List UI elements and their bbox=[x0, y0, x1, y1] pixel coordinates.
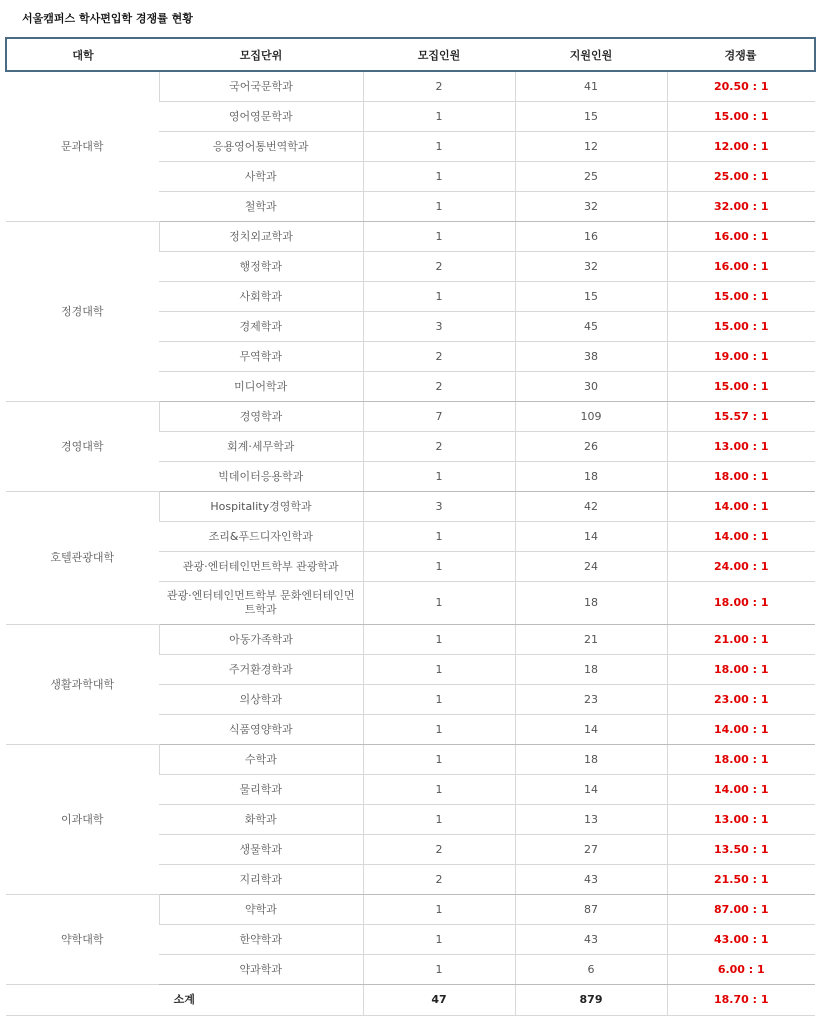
quota-value: 1 bbox=[363, 625, 515, 655]
rate-value: 13.00 : 1 bbox=[667, 432, 815, 462]
unit-name: 물리학과 bbox=[159, 775, 363, 805]
rate-value: 14.00 : 1 bbox=[667, 492, 815, 522]
quota-value: 7 bbox=[363, 402, 515, 432]
college-name: 생활과학대학 bbox=[6, 625, 159, 745]
applicants-value: 30 bbox=[515, 372, 667, 402]
applicants-value: 27 bbox=[515, 835, 667, 865]
applicants-value: 18 bbox=[515, 655, 667, 685]
rate-value: 15.57 : 1 bbox=[667, 402, 815, 432]
rate-value: 87.00 : 1 bbox=[667, 895, 815, 925]
applicants-value: 14 bbox=[515, 715, 667, 745]
applicants-value: 32 bbox=[515, 252, 667, 282]
total-quota: 47 bbox=[363, 985, 515, 1016]
unit-name: 사회학과 bbox=[159, 282, 363, 312]
quota-value: 2 bbox=[363, 432, 515, 462]
rate-value: 21.00 : 1 bbox=[667, 625, 815, 655]
applicants-value: 24 bbox=[515, 552, 667, 582]
rate-value: 15.00 : 1 bbox=[667, 282, 815, 312]
unit-name: 수학과 bbox=[159, 745, 363, 775]
applicants-value: 26 bbox=[515, 432, 667, 462]
applicants-value: 43 bbox=[515, 925, 667, 955]
unit-name: 주거환경학과 bbox=[159, 655, 363, 685]
quota-value: 1 bbox=[363, 192, 515, 222]
quota-value: 2 bbox=[363, 71, 515, 102]
applicants-value: 109 bbox=[515, 402, 667, 432]
quota-value: 2 bbox=[363, 865, 515, 895]
rate-value: 14.00 : 1 bbox=[667, 522, 815, 552]
quota-value: 1 bbox=[363, 685, 515, 715]
unit-name: 관광·엔터테인먼트학부 관광학과 bbox=[159, 552, 363, 582]
rate-value: 16.00 : 1 bbox=[667, 222, 815, 252]
college-name: 호텔관광대학 bbox=[6, 492, 159, 625]
table-row bbox=[6, 71, 815, 102]
applicants-value: 25 bbox=[515, 162, 667, 192]
unit-name: 행정학과 bbox=[159, 252, 363, 282]
applicants-value: 45 bbox=[515, 312, 667, 342]
quota-value: 1 bbox=[363, 805, 515, 835]
applicants-value: 18 bbox=[515, 462, 667, 492]
table-row bbox=[6, 222, 815, 252]
rate-value: 20.50 : 1 bbox=[667, 71, 815, 102]
unit-name: 식품영양학과 bbox=[159, 715, 363, 745]
rate-value: 6.00 : 1 bbox=[667, 955, 815, 985]
unit-name: 약학과 bbox=[159, 895, 363, 925]
rate-value: 24.00 : 1 bbox=[667, 552, 815, 582]
unit-name: 응용영어통번역학과 bbox=[159, 132, 363, 162]
quota-value: 1 bbox=[363, 462, 515, 492]
unit-name: 관광·엔터테인먼트학부 문화엔터테인먼트학과 bbox=[159, 582, 363, 625]
unit-name: 경영학과 bbox=[159, 402, 363, 432]
applicants-value: 18 bbox=[515, 582, 667, 625]
quota-value: 1 bbox=[363, 222, 515, 252]
header-quota: 모집인원 bbox=[363, 38, 515, 71]
applicants-value: 43 bbox=[515, 865, 667, 895]
quota-value: 3 bbox=[363, 312, 515, 342]
applicants-value: 32 bbox=[515, 192, 667, 222]
applicants-value: 23 bbox=[515, 685, 667, 715]
rate-value: 43.00 : 1 bbox=[667, 925, 815, 955]
college-name: 이과대학 bbox=[6, 745, 159, 895]
quota-value: 1 bbox=[363, 955, 515, 985]
quota-value: 1 bbox=[363, 102, 515, 132]
unit-name: 영어영문학과 bbox=[159, 102, 363, 132]
applicants-value: 12 bbox=[515, 132, 667, 162]
table-row bbox=[6, 745, 815, 775]
rate-value: 18.00 : 1 bbox=[667, 462, 815, 492]
quota-value: 1 bbox=[363, 775, 515, 805]
quota-value: 2 bbox=[363, 372, 515, 402]
unit-name: 조리&푸드디자인학과 bbox=[159, 522, 363, 552]
rate-value: 18.00 : 1 bbox=[667, 582, 815, 625]
total-label: 소계 bbox=[6, 985, 363, 1016]
applicants-value: 14 bbox=[515, 775, 667, 805]
unit-name: 지리학과 bbox=[159, 865, 363, 895]
college-name: 경영대학 bbox=[6, 402, 159, 492]
rate-value: 25.00 : 1 bbox=[667, 162, 815, 192]
applicants-value: 13 bbox=[515, 805, 667, 835]
rate-value: 16.00 : 1 bbox=[667, 252, 815, 282]
table-row bbox=[6, 625, 815, 655]
page-title: 서울캠퍼스 학사편입학 경쟁률 현황 bbox=[22, 12, 193, 25]
applicants-value: 21 bbox=[515, 625, 667, 655]
header-college: 대학 bbox=[6, 38, 159, 71]
total-row bbox=[6, 985, 815, 1016]
applicants-value: 15 bbox=[515, 102, 667, 132]
rate-value: 23.00 : 1 bbox=[667, 685, 815, 715]
quota-value: 1 bbox=[363, 282, 515, 312]
rate-value: 12.00 : 1 bbox=[667, 132, 815, 162]
rate-value: 21.50 : 1 bbox=[667, 865, 815, 895]
rate-value: 13.00 : 1 bbox=[667, 805, 815, 835]
unit-name: 국어국문학과 bbox=[159, 71, 363, 102]
college-name: 약학대학 bbox=[6, 895, 159, 985]
unit-name: 화학과 bbox=[159, 805, 363, 835]
rate-value: 14.00 : 1 bbox=[667, 775, 815, 805]
unit-name: 미디어학과 bbox=[159, 372, 363, 402]
college-name: 정경대학 bbox=[6, 222, 159, 402]
unit-name: 생물학과 bbox=[159, 835, 363, 865]
unit-name: 회계·세무학과 bbox=[159, 432, 363, 462]
rate-value: 18.00 : 1 bbox=[667, 745, 815, 775]
quota-value: 2 bbox=[363, 835, 515, 865]
unit-name: 정치외교학과 bbox=[159, 222, 363, 252]
table-row bbox=[6, 895, 815, 925]
quota-value: 1 bbox=[363, 522, 515, 552]
table-row bbox=[6, 402, 815, 432]
total-applicants: 879 bbox=[515, 985, 667, 1016]
competition-rate-table bbox=[5, 37, 816, 1016]
unit-name: 무역학과 bbox=[159, 342, 363, 372]
header-unit: 모집단위 bbox=[159, 38, 363, 71]
unit-name: 철학과 bbox=[159, 192, 363, 222]
unit-name: 빅데이터응용학과 bbox=[159, 462, 363, 492]
rate-value: 14.00 : 1 bbox=[667, 715, 815, 745]
applicants-value: 87 bbox=[515, 895, 667, 925]
rate-value: 15.00 : 1 bbox=[667, 102, 815, 132]
total-rate: 18.70 : 1 bbox=[667, 985, 815, 1016]
applicants-value: 42 bbox=[515, 492, 667, 522]
rate-value: 18.00 : 1 bbox=[667, 655, 815, 685]
quota-value: 1 bbox=[363, 715, 515, 745]
quota-value: 1 bbox=[363, 132, 515, 162]
rate-value: 32.00 : 1 bbox=[667, 192, 815, 222]
table-row bbox=[6, 492, 815, 522]
applicants-value: 41 bbox=[515, 71, 667, 102]
applicants-value: 38 bbox=[515, 342, 667, 372]
quota-value: 1 bbox=[363, 655, 515, 685]
quota-value: 2 bbox=[363, 252, 515, 282]
unit-name: 사학과 bbox=[159, 162, 363, 192]
quota-value: 1 bbox=[363, 895, 515, 925]
applicants-value: 15 bbox=[515, 282, 667, 312]
header-rate: 경쟁률 bbox=[667, 38, 815, 71]
college-name: 문과대학 bbox=[6, 71, 159, 222]
applicants-value: 14 bbox=[515, 522, 667, 552]
quota-value: 1 bbox=[363, 582, 515, 625]
quota-value: 1 bbox=[363, 745, 515, 775]
applicants-value: 16 bbox=[515, 222, 667, 252]
header-applicants: 지원인원 bbox=[515, 38, 667, 71]
quota-value: 1 bbox=[363, 925, 515, 955]
rate-value: 19.00 : 1 bbox=[667, 342, 815, 372]
quota-value: 3 bbox=[363, 492, 515, 522]
unit-name: 경제학과 bbox=[159, 312, 363, 342]
unit-name: 의상학과 bbox=[159, 685, 363, 715]
unit-name: 약과학과 bbox=[159, 955, 363, 985]
quota-value: 1 bbox=[363, 162, 515, 192]
quota-value: 1 bbox=[363, 552, 515, 582]
quota-value: 2 bbox=[363, 342, 515, 372]
unit-name: 한약학과 bbox=[159, 925, 363, 955]
applicants-value: 18 bbox=[515, 745, 667, 775]
unit-name: Hospitality경영학과 bbox=[159, 492, 363, 522]
unit-name: 아동가족학과 bbox=[159, 625, 363, 655]
rate-value: 15.00 : 1 bbox=[667, 312, 815, 342]
table-body bbox=[6, 71, 815, 1016]
rate-value: 13.50 : 1 bbox=[667, 835, 815, 865]
rate-value: 15.00 : 1 bbox=[667, 372, 815, 402]
applicants-value: 6 bbox=[515, 955, 667, 985]
table-header-row bbox=[6, 38, 815, 71]
